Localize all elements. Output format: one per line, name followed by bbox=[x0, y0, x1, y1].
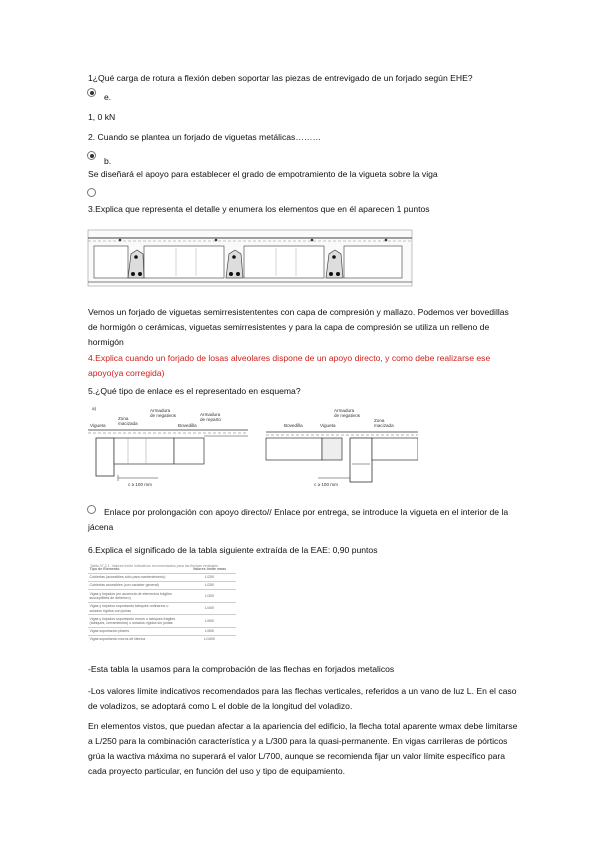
question-6-text: 6.Explica el significado de la tabla siguiente extraída de la EAE: 0,90 puntos bbox=[88, 545, 378, 555]
label-bovedilla-right: Bovedilla bbox=[284, 423, 303, 428]
table-header-cell: Tipo de Elemento bbox=[89, 567, 120, 572]
table-cell: L/500 bbox=[183, 615, 236, 628]
label-armadura-negativos-right: Armadura de negativos bbox=[334, 408, 361, 419]
question-1-text: 1¿Qué carga de rotura a flexión deben soportar las piezas de entrevigado de un forjado según EHE? bbox=[88, 73, 473, 83]
label-bovedilla-left: Bovedilla bbox=[178, 423, 197, 428]
question-2-text: 2. Cuando se plantea un forjado de viguetas metálicas……… bbox=[88, 132, 322, 142]
radio-q1-selected[interactable] bbox=[87, 88, 96, 97]
radio-q2-unselected[interactable] bbox=[87, 188, 96, 197]
q5-answer: Enlace por prolongación con apoyo directo// Enlace por entrega, se introduce la vigueta en el interior de la jácena bbox=[88, 507, 509, 532]
label-zona-macizada-right: Zona macizada bbox=[374, 418, 394, 429]
table-row bbox=[88, 590, 236, 603]
table-cell: L/250 bbox=[183, 582, 236, 590]
label-armadura-negativos-left: Armadura de negativos bbox=[150, 408, 177, 419]
table-row bbox=[88, 636, 236, 644]
q6-answer-1: -Esta tabla la usamos para la comprobación de las flechas en forjados metalicos bbox=[88, 664, 395, 674]
table-row bbox=[88, 582, 236, 590]
flechas-table bbox=[88, 566, 236, 643]
table-row bbox=[88, 628, 236, 636]
table-cell: Cubiertas accesibles (con carácter general) bbox=[88, 582, 183, 590]
table-row bbox=[88, 574, 236, 582]
dimension-right: c ≥ 100 mm bbox=[314, 482, 338, 487]
label-vigueta-left: Vigueta bbox=[90, 423, 106, 428]
table-cell: Vigas soportando muros de fábrica bbox=[88, 636, 183, 644]
q2-option-label: b. bbox=[104, 156, 112, 166]
table-header-row bbox=[88, 566, 236, 574]
label-armadura-reparto: Armadura de reparto bbox=[200, 412, 221, 423]
table-row bbox=[88, 615, 236, 628]
label-vigueta-right: Vigueta bbox=[320, 423, 336, 428]
radio-q2-selected[interactable] bbox=[87, 151, 96, 160]
table-cell: Vigas y forjados soportando muros o tabiques frágiles (tabiques, cerramientos) o solados rígidos sin juntas bbox=[88, 615, 183, 628]
q6-answer-3: En elementos vistos, que puedan afectar a la apariencia del edificio, la flecha total aparente wmax debe limitarse a L/250 para la combinación característica y a L/300 para la quasi-permanente. En vigas carrileras de pórticos grúa la wactiva máxima no superará el valor L/700, aunque se recomienda fijar un valor límite específico para cada proyecto particular, en función del uso y tipo de equipamiento. bbox=[88, 721, 518, 776]
table-caption: Tabla 37.2.1. Valores límite indicativos recomendados para las flechas verticales bbox=[90, 564, 218, 568]
question-4-text: 4.Explica cuando un forjado de losas alveolares dispone de un apoyo directo, y como debe realizarse ese apoyo(ya corregida) bbox=[88, 353, 491, 378]
label-zona-macizada-left: Zona macizada bbox=[118, 416, 138, 427]
table-cell: L/1000 bbox=[183, 636, 236, 644]
table-cell: Cubiertas (accesibles sólo para mantenimiento) bbox=[88, 574, 183, 582]
table-cell: L/200 bbox=[183, 574, 236, 582]
q6-answer-2: -Los valores límite indicativos recomendados para las flechas verticales, referidos a un vano de luz L. En el caso de voladizos, se adoptará como L el doble de la longitud del voladizo. bbox=[88, 686, 517, 711]
q1-answer: 1, 0 kN bbox=[88, 112, 116, 122]
question-5-text: 5.¿Qué tipo de enlace es el representado en esquema? bbox=[88, 386, 301, 396]
table-cell: L/500 bbox=[183, 628, 236, 636]
table-cell: Vigas soportando pilares bbox=[88, 628, 183, 636]
figure-panel-label: a) bbox=[92, 406, 97, 411]
dimension-left: c ≥ 100 mm bbox=[128, 482, 152, 487]
forjado-section-figure bbox=[86, 224, 416, 294]
table-cell: Vigas y forjados (en ausencia de elementos frágiles susceptibles de deterioro) bbox=[88, 590, 183, 603]
table-cell: L/300 bbox=[183, 590, 236, 603]
question-3-text: 3.Explica que representa el detalle y enumera los elementos que en él aparecen 1 puntos bbox=[88, 204, 430, 214]
q3-answer: Vemos un forjado de viguetas semirresistententes con capa de compresión y mallazo. Podemos ver bovedillas de hormigón o cerámicas, viguetas semirresistentes y para la capa de compresión se utiliza un relleno de hormigón bbox=[88, 307, 509, 347]
table-header-cell: Valores límite vmax bbox=[192, 567, 227, 572]
enlace-scheme-figure bbox=[88, 402, 418, 494]
table-cell: Vigas y forjados soportando tabiques ordinarios o solados rígidos con juntas bbox=[88, 602, 183, 615]
table-row bbox=[88, 602, 236, 615]
table-cell: L/400 bbox=[183, 602, 236, 615]
q1-option-label: e. bbox=[104, 92, 112, 102]
q2-answer: Se diseñará el apoyo para establecer el grado de empotramiento de la vigueta sobre la viga bbox=[88, 169, 438, 179]
